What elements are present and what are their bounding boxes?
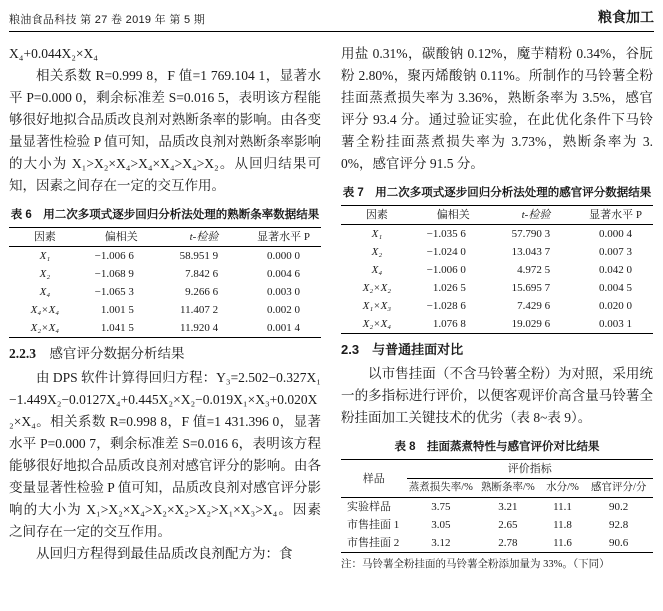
heading-title: 感官评分数据分析结果: [36, 346, 185, 361]
table-cell: 11.920 4: [180, 322, 219, 334]
table-cell: 2.65: [498, 519, 518, 531]
table8-block: [341, 438, 653, 573]
table-cell: −1.024 0: [426, 246, 466, 258]
paragraph-regression-breakrate: 相关系数 R=0.999 8，F 值=1 769.104 1，显著水平 P=0.000 0，剩余标准差 S=0.016 5，表明该方程能够很好地拟合品质改良剂对熟断条率的影响。由各变量显著性检验 P 值可知，品质改良剂对熟断条率影响的大小为 X₁>X₂×X₄>X₄×X₄>X₄>X₂。从回归结果可知，因素之间存在一定的交互作用。: [9, 68, 321, 193]
table-cell: 0.000 0: [267, 250, 301, 262]
table-cell-factor: X₂×X₂: [362, 282, 392, 294]
table-cell: 3.75: [431, 501, 451, 513]
heading-title: 与普通挂面对比: [359, 342, 464, 357]
table-row: [9, 283, 321, 301]
table-cell: 0.000 4: [599, 228, 633, 240]
table-cell: 1.076 8: [432, 318, 466, 330]
table-cell: −1.068 9: [94, 268, 134, 280]
table-cell-factor: X₄: [371, 264, 383, 276]
table-row: [341, 279, 653, 297]
table-cell: −1.035 6: [426, 228, 466, 240]
table8-caption: 表 8 挂面蒸煮特性与感官评价对比结果: [394, 441, 600, 453]
paragraph-formula-continuation: 用盐 0.31%，碳酸钠 0.12%，魔芋精粉 0.34%，谷朊粉 2.80%，聚丙烯酸钠 0.11%。所制作的马铃薯全粉挂面蒸煮损失率为 3.36%，熟断条率为 3.5%，感官评分 93.4 分。通过验证实验，在此优化条件下马铃薯全粉挂面蒸煮损失率为 3.73%，熟断条率为 3.0%，感官评分 91.5 分。: [341, 46, 653, 171]
table-cell: 0.001 4: [267, 322, 301, 334]
table8-note: 注：马铃薯全粉挂面的马铃薯全粉添加量为 33%。（下同）: [341, 559, 610, 570]
table-cell: 11.407 2: [180, 304, 219, 316]
table-cell: 15.695 7: [511, 282, 551, 294]
table-row: [9, 301, 321, 319]
table-cell: 0.020 0: [599, 300, 633, 312]
table-cell-factor: X₂: [39, 268, 51, 280]
table-cell: −1.006 0: [426, 264, 466, 276]
table-cell: 90.6: [609, 537, 629, 549]
table7-header-factor: 因素: [341, 206, 413, 225]
table-row: [341, 534, 653, 553]
table-cell: 92.8: [609, 519, 629, 531]
paragraph-regression-sensory: 由 DPS 软件计算得回归方程：Y₃=2.502−0.327X₁−1.449X₂−0.0127X₄+0.445X₂×X₂−0.019X₁×X₃+0.020X₂×X₄。相关系数 R=0.998 8，F 值=1 431.396 0，显著水平 P=0.000 7，剩余标准差 S=0.016 6，表明该方程能够很好地拟合品质改良剂对感官评分的影响。由各变量显著性检验 P 值可知，品质改良剂对感官评分影响的大小为 X₁>X₂×X₄>X₂×X₂>X₂>X₁×X₃>X₄。因素之间存在一定的交互作用。: [9, 370, 321, 539]
table-cell-factor: X₂: [371, 246, 383, 258]
table-cell: 3.12: [431, 537, 451, 549]
table7-caption: 表 7 用二次多项式逐步回归分析法处理的感官评分数据结果: [342, 187, 652, 199]
heading-number: 2.3: [341, 342, 360, 357]
table7-header-pvalue: 显著水平 P: [578, 206, 653, 225]
table-cell: 58.951 9: [179, 250, 219, 262]
table-cell: 0.003 0: [267, 286, 301, 298]
table-cell: 9.266 6: [185, 286, 219, 298]
table-cell: −1.065 3: [94, 286, 134, 298]
running-head: [9, 7, 654, 32]
table-cell: 1.026 5: [432, 282, 466, 294]
table-cell-sample: 市售挂面 1: [347, 519, 400, 531]
heading-2-2-3: [9, 343, 321, 365]
table-cell: −1.028 6: [426, 300, 466, 312]
table-cell: 2.78: [498, 537, 518, 549]
table8-header-sample: 样品: [341, 460, 407, 498]
table8-group-header-row: [341, 460, 653, 479]
table-cell-factor: X₂×X₄: [362, 318, 392, 330]
table-cell: 3.21: [498, 501, 518, 513]
table-cell: 0.042 0: [599, 264, 633, 276]
table-cell-factor: X₂×X₄: [30, 322, 60, 334]
table-row: [9, 247, 321, 266]
table-cell: 11.8: [553, 519, 572, 531]
table7: [341, 205, 653, 334]
table-cell: 1.041 5: [100, 322, 134, 334]
table8-header-cooking-loss: 蒸煮损失率/%: [407, 479, 476, 498]
table7-header-partial-corr: 偏相关: [413, 206, 494, 225]
table-cell: 13.043 7: [511, 246, 551, 258]
table-cell: 0.004 5: [599, 282, 633, 294]
table-cell: 4.972 5: [517, 264, 551, 276]
table-cell: 3.05: [431, 519, 451, 531]
table-cell: 1.001 5: [100, 304, 134, 316]
section-name-text: 粮食加工: [598, 9, 654, 25]
table-cell: 0.007 3: [599, 246, 633, 258]
table-cell: 0.003 1: [599, 318, 633, 330]
table6-caption: 表 6 用二次多项式逐步回归分析法处理的熟断条率数据结果: [10, 209, 320, 221]
two-column-body: [9, 43, 654, 573]
table-cell-sample: 实验样品: [347, 501, 391, 513]
table-cell: 19.029 6: [511, 318, 551, 330]
table-row: [341, 297, 653, 315]
table8-header-moisture: 水分/%: [541, 479, 585, 498]
table6-header-row: [9, 228, 321, 247]
table-cell: 7.842 6: [185, 268, 219, 280]
table-row: [9, 265, 321, 283]
paragraph-optimal-formula-start: 从回归方程得到最佳品质改良剂配方为：食: [36, 546, 293, 561]
table-row: [341, 516, 653, 534]
journal-issue-text: 粮油食品科技 第 27 卷 2019 年 第 5 期: [9, 14, 206, 26]
table-row: [341, 243, 653, 261]
table-cell: 11.1: [553, 501, 572, 513]
table8: [341, 459, 653, 553]
table-cell-factor: X₁: [371, 228, 383, 240]
table7-header-row: [341, 206, 653, 225]
table7-header-ttest: t-检验: [494, 206, 578, 225]
table6-header-partial-corr: 偏相关: [81, 228, 162, 247]
heading-number: 2.2.3: [9, 346, 36, 361]
table-cell-factor: X₁: [39, 250, 51, 262]
table8-header-break-rate: 熟断条率/%: [475, 479, 541, 498]
table6-block: [9, 206, 321, 338]
table-cell-factor: X₄: [39, 286, 51, 298]
table-row: [341, 315, 653, 334]
table-cell: −1.006 6: [94, 250, 134, 262]
table-cell-factor: X₄×X₄: [30, 304, 60, 316]
right-column: [341, 43, 653, 573]
table-row: [341, 225, 653, 244]
table-cell: 90.2: [609, 501, 629, 513]
table-cell: 57.790 3: [511, 228, 551, 240]
table-cell: 11.6: [553, 537, 572, 549]
paragraph-comparison-intro: 以市售挂面（不含马铃薯全粉）为对照，采用统一的多指标进行评价，以便客观评价高含量马铃薯全粉挂面加工关键技术的优劣（表 8~表 9）。: [341, 366, 653, 425]
heading-2-3: [341, 339, 653, 361]
table-row: [9, 319, 321, 338]
table6: [9, 227, 321, 338]
table-cell: 7.429 6: [517, 300, 551, 312]
table8-header-sensory-score: 感官评分/分: [584, 479, 653, 498]
table-cell-factor: X₁×X₃: [362, 300, 392, 312]
table8-header-group: 评价指标: [407, 460, 653, 479]
table6-header-factor: 因素: [9, 228, 81, 247]
left-column: [9, 43, 321, 573]
table-cell-sample: 市售挂面 2: [347, 537, 400, 549]
table6-header-pvalue: 显著水平 P: [246, 228, 321, 247]
table7-block: [341, 184, 653, 334]
table-cell: 0.004 6: [267, 268, 301, 280]
table6-header-ttest: t-检验: [162, 228, 246, 247]
table-row: [341, 261, 653, 279]
equation-continuation: X₄+0.044X₂×X₄: [9, 46, 98, 61]
table-row: [341, 498, 653, 517]
table-cell: 0.002 0: [267, 304, 301, 316]
